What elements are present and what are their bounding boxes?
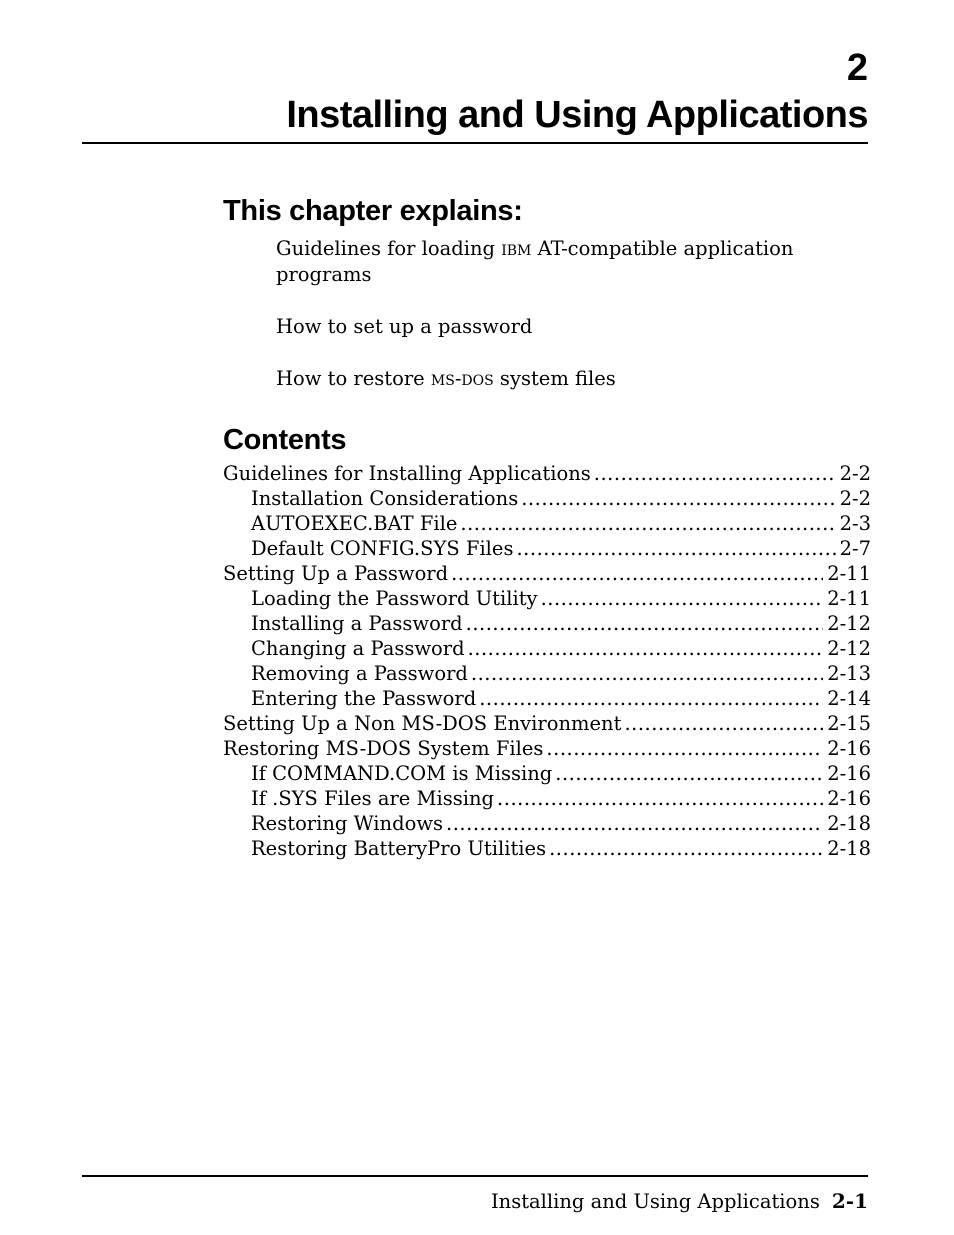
toc-entry-label: Installation Considerations [251,487,519,510]
footer-rule [82,1175,868,1177]
toc-entry-label: Default CONFIG.SYS Files [251,537,514,560]
toc-entry [223,811,871,836]
toc-entry [223,836,871,861]
explains-item: Guidelines for loading ibm AT-compatible application programs [276,237,794,286]
toc-entry-page: 2-18 [827,837,871,860]
toc-entry [223,611,871,636]
toc-entry [223,736,871,761]
toc-entry-label: Guidelines for Installing Applications [223,462,591,485]
chapter-number: 2 [846,47,868,89]
toc-entry [223,486,871,511]
explains-item: How to set up a password [276,315,533,338]
toc-entry-page: 2-12 [827,612,871,635]
chapter-explains-list [276,236,856,418]
toc-entry [223,636,871,661]
toc-entry-label: Restoring MS-DOS System Files [223,737,544,760]
toc-entry [223,686,871,711]
toc-entry-label: Entering the Password [251,687,477,710]
toc-entry [223,461,871,486]
toc-dot-leader [555,761,823,786]
toc-entry-label: Installing a Password [251,612,463,635]
table-of-contents [223,461,871,861]
toc-entry-label: AUTOEXEC.BAT File [251,512,458,535]
toc-entry-label: If .SYS Files are Missing [251,787,495,810]
toc-entry-page: 2-14 [827,687,871,710]
toc-entry-page: 2-7 [839,537,871,560]
toc-entry-page: 2-15 [827,712,871,735]
chapter-title: Installing and Using Applications [286,94,868,136]
toc-entry [223,511,871,536]
toc-dot-leader [446,811,823,836]
footer-title: Installing and Using Applications [490,1190,820,1213]
toc-entry-page: 2-16 [827,737,871,760]
chapter-explains-heading: This chapter explains: [223,195,523,227]
toc-entry-page: 2-2 [839,487,871,510]
toc-entry-page: 2-16 [827,762,871,785]
toc-entry [223,661,871,686]
toc-dot-leader [451,561,823,586]
toc-entry-label: Changing a Password [251,637,465,660]
toc-dot-leader [460,511,835,536]
toc-dot-leader [497,786,823,811]
toc-dot-leader [594,461,836,486]
toc-dot-leader [466,611,824,636]
page-footer [491,1186,868,1219]
toc-entry-label: Restoring Windows [251,812,444,835]
toc-entry-page: 2-11 [827,587,871,610]
toc-entry [223,761,871,786]
toc-dot-leader [521,486,835,511]
toc-entry-label: Removing a Password [251,662,468,685]
toc-dot-leader [541,586,824,611]
toc-entry-label: Setting Up a Non MS-DOS Environment [223,712,622,735]
contents-heading: Contents [223,424,347,456]
toc-entry [223,561,871,586]
toc-dot-leader [546,736,823,761]
toc-entry-label: Restoring BatteryPro Utilities [251,837,547,860]
toc-entry-label: Loading the Password Utility [251,587,538,610]
explains-item: How to restore ms-dos system files [276,367,616,390]
toc-dot-leader [479,686,823,711]
page-number: 2-1 [831,1189,868,1213]
toc-dot-leader [471,661,823,686]
toc-dot-leader [624,711,823,736]
toc-entry-page: 2-13 [827,662,871,685]
toc-entry-page: 2-11 [827,562,871,585]
toc-entry-page: 2-2 [839,462,871,485]
toc-entry [223,586,871,611]
toc-dot-leader [549,836,823,861]
toc-entry-label: Setting Up a Password [223,562,449,585]
toc-entry-page: 2-3 [839,512,871,535]
toc-entry-label: If COMMAND.COM is Missing [251,762,553,785]
toc-entry [223,711,871,736]
toc-entry-page: 2-16 [827,787,871,810]
header-rule [82,142,868,144]
toc-dot-leader [516,536,835,561]
toc-entry-page: 2-18 [827,812,871,835]
toc-entry-page: 2-12 [827,637,871,660]
toc-dot-leader [468,636,824,661]
toc-entry [223,536,871,561]
toc-entry [223,786,871,811]
